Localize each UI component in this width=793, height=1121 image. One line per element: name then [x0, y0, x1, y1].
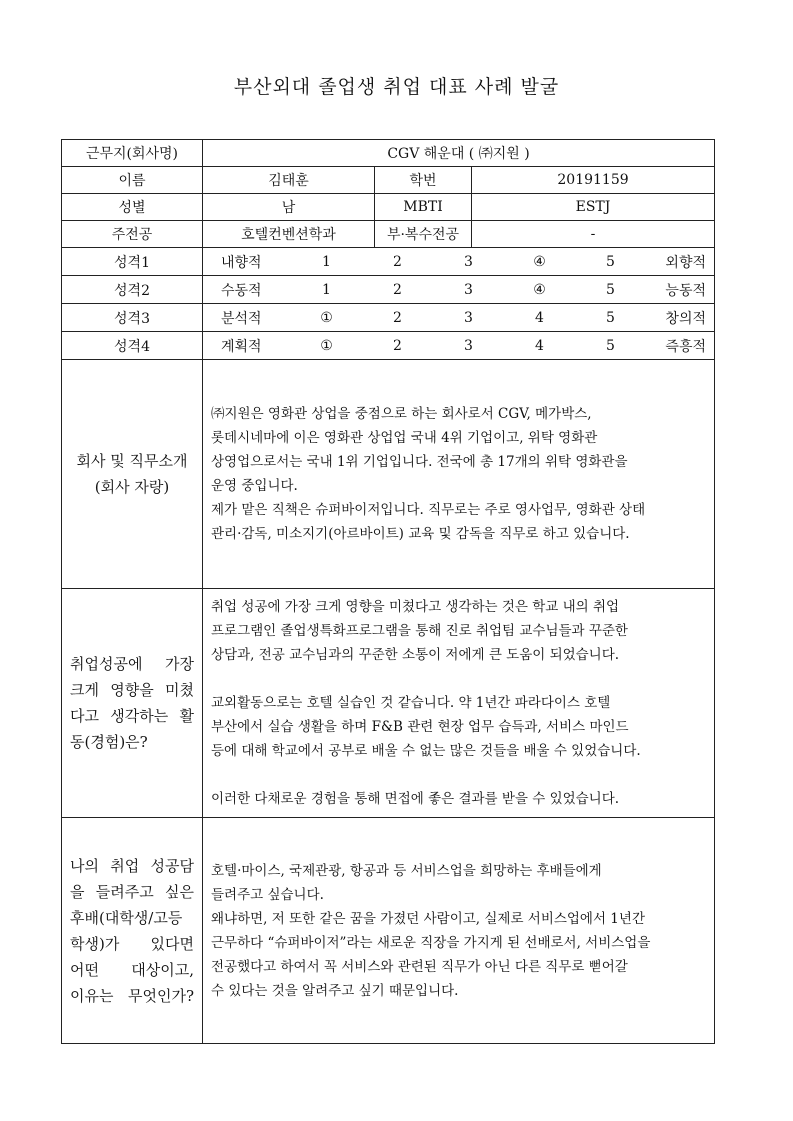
mbti-value: ESTJ	[472, 194, 715, 221]
scale-3: 3	[464, 253, 473, 270]
question-line: (회사 자랑)	[94, 478, 170, 496]
row-trait	[62, 304, 715, 332]
scale-2: 2	[393, 309, 402, 326]
workplace-value: CGV 해운대 ( ㈜지원 )	[203, 140, 715, 167]
scale-2: 2	[393, 337, 402, 354]
answer-line: 수 있다는 것을 알려주고 싶기 때문입니다.	[211, 982, 459, 999]
name-value: 김태훈	[203, 167, 375, 194]
row-company-intro	[62, 360, 715, 589]
scale-1: ①	[320, 309, 333, 326]
trait-scale	[203, 248, 714, 275]
answer-line: 들려주고 싶습니다.	[211, 886, 324, 903]
row-name	[62, 167, 715, 194]
company-intro-answer	[203, 360, 715, 589]
scale-1: 1	[322, 281, 331, 298]
gender-label: 성별	[62, 194, 203, 221]
answer-line: 상영업으로서는 국내 1위 기업입니다. 전국에 총 17개의 위탁 영화관을	[211, 454, 628, 470]
trait-scale-cell	[203, 332, 715, 360]
trait-label: 성격1	[62, 248, 203, 276]
question-line: 다고 생각하는 활	[70, 707, 194, 725]
advice-question	[62, 818, 203, 1044]
scale-5: 5	[606, 281, 615, 298]
answer-line: 교외활동으로는 호텔 실습인 것 같습니다. 약 1년간 파라다이스 호텔	[211, 695, 611, 711]
scale-1: ①	[320, 337, 333, 354]
scale-3: 3	[464, 309, 473, 326]
row-trait	[62, 248, 715, 276]
row-gender	[62, 194, 715, 221]
scale-4: ④	[533, 281, 546, 298]
scale-4: ④	[533, 253, 546, 270]
mbti-label: MBTI	[375, 194, 472, 221]
trait-scale-cell	[203, 248, 715, 276]
row-workplace	[62, 140, 715, 167]
trait-high: 능동적	[665, 282, 706, 299]
trait-scale	[203, 276, 714, 303]
trait-scale-cell	[203, 304, 715, 332]
question-line: 회사 및 직무소개	[76, 452, 188, 470]
answer-line: 운영 중입니다.	[211, 478, 298, 494]
row-major	[62, 221, 715, 248]
question-line: 나의 취업 성공담	[70, 856, 194, 875]
scale-2: 2	[393, 281, 402, 298]
paragraph-gap	[211, 763, 708, 787]
answer-line: 등에 대해 학교에서 공부로 배울 수 없는 많은 것들을 배울 수 있었습니다.	[211, 743, 641, 759]
trait-low: 분석적	[221, 310, 262, 327]
row-success-factor	[62, 589, 715, 818]
question-line: 이유는 무엇인가?	[70, 986, 194, 1005]
gender-value: 남	[203, 194, 375, 221]
trait-label: 성격4	[62, 332, 203, 360]
major-label: 주전공	[62, 221, 203, 248]
paragraph-gap	[211, 667, 708, 691]
student-id-value: 20191159	[472, 167, 715, 194]
scale-4: 4	[535, 337, 544, 354]
answer-line: 전공했다고 하여서 꼭 서비스와 관련된 직무가 아닌 다른 직무로 뻗어갈	[211, 958, 628, 975]
trait-low: 계획적	[221, 338, 262, 355]
answer-line: 호텔·마이스, 국제관광, 항공과 등 서비스업을 희망하는 후배들에게	[211, 862, 602, 879]
answer-line: 관리·감독, 미소지기(아르바이트) 교육 및 감독을 직무로 하고 있습니다.	[211, 526, 630, 542]
trait-high: 외향적	[665, 254, 706, 271]
question-line: 을 들려주고 싶은	[70, 882, 194, 901]
answer-line: 취업 성공에 가장 크게 영향을 미쳤다고 생각하는 것은 학교 내의 취업	[211, 599, 620, 615]
answer-line: 제가 맡은 직책은 슈퍼바이저입니다. 직무로는 주로 영사업무, 영화관 상태	[211, 502, 646, 518]
workplace-label: 근무지(회사명)	[62, 140, 203, 167]
student-id-label: 학번	[375, 167, 472, 194]
answer-line: 근무하다 “슈퍼바이저”라는 새로운 직장을 가지게 된 선배로서, 서비스업을	[211, 934, 651, 951]
advice-answer	[203, 818, 715, 1044]
row-trait	[62, 332, 715, 360]
profile-form-table	[61, 139, 715, 1044]
trait-high: 즉흥적	[665, 338, 706, 355]
name-label: 이름	[62, 167, 203, 194]
minor-label: 부·복수전공	[375, 221, 472, 248]
trait-high: 창의적	[665, 310, 706, 327]
question-line: 동(경험)은?	[70, 733, 148, 751]
scale-3: 3	[464, 281, 473, 298]
answer-line: 상담과, 전공 교수님과의 꾸준한 소통이 저에게 큰 도움이 되었습니다.	[211, 647, 620, 663]
scale-3: 3	[464, 337, 473, 354]
question-line: 취업성공에 가장	[70, 655, 194, 673]
company-intro-question	[62, 360, 203, 589]
answer-line: 부산에서 실습 생활을 하며 F&B 관련 현장 업무 습득과, 서비스 마인드	[211, 719, 629, 735]
row-trait	[62, 276, 715, 304]
answer-line: 프로그램인 졸업생특화프로그램을 통해 진로 취업팀 교수님들과 꾸준한	[211, 623, 628, 639]
question-line: 어떤 대상이고,	[70, 960, 194, 979]
trait-label: 성격3	[62, 304, 203, 332]
trait-scale	[203, 332, 714, 359]
question-line: 크게 영향을 미쳤	[70, 681, 194, 699]
success-factor-question	[62, 589, 203, 818]
scale-5: 5	[606, 253, 615, 270]
question-line: 후배(대학생/고등	[70, 908, 183, 927]
answer-line: ㈜지원은 영화관 상업을 중점으로 하는 회사로서 CGV, 메가박스,	[211, 406, 592, 422]
answer-line: 이러한 다채로운 경험을 통해 면접에 좋은 결과를 받을 수 있었습니다.	[211, 791, 620, 807]
scale-4: 4	[535, 309, 544, 326]
question-line: 학생)가 있다면	[70, 934, 194, 953]
scale-5: 5	[606, 337, 615, 354]
answer-line: 롯데시네마에 이은 영화관 상업업 국내 4위 기업이고, 위탁 영화관	[211, 430, 598, 446]
row-advice	[62, 818, 715, 1044]
scale-5: 5	[606, 309, 615, 326]
trait-low: 내향적	[221, 254, 262, 271]
trait-label: 성격2	[62, 276, 203, 304]
trait-low: 수동적	[221, 282, 262, 299]
scale-1: 1	[322, 253, 331, 270]
trait-scale-cell	[203, 276, 715, 304]
minor-value: -	[472, 221, 715, 248]
document-title: 부산외대 졸업생 취업 대표 사례 발굴	[233, 76, 560, 98]
major-value: 호텔컨벤션학과	[203, 221, 375, 248]
success-factor-answer	[203, 589, 715, 818]
answer-line: 왜냐하면, 저 또한 같은 꿈을 가졌던 사람이고, 실제로 서비스업에서 1년간	[211, 910, 645, 927]
trait-scale	[203, 304, 714, 331]
scale-2: 2	[393, 253, 402, 270]
